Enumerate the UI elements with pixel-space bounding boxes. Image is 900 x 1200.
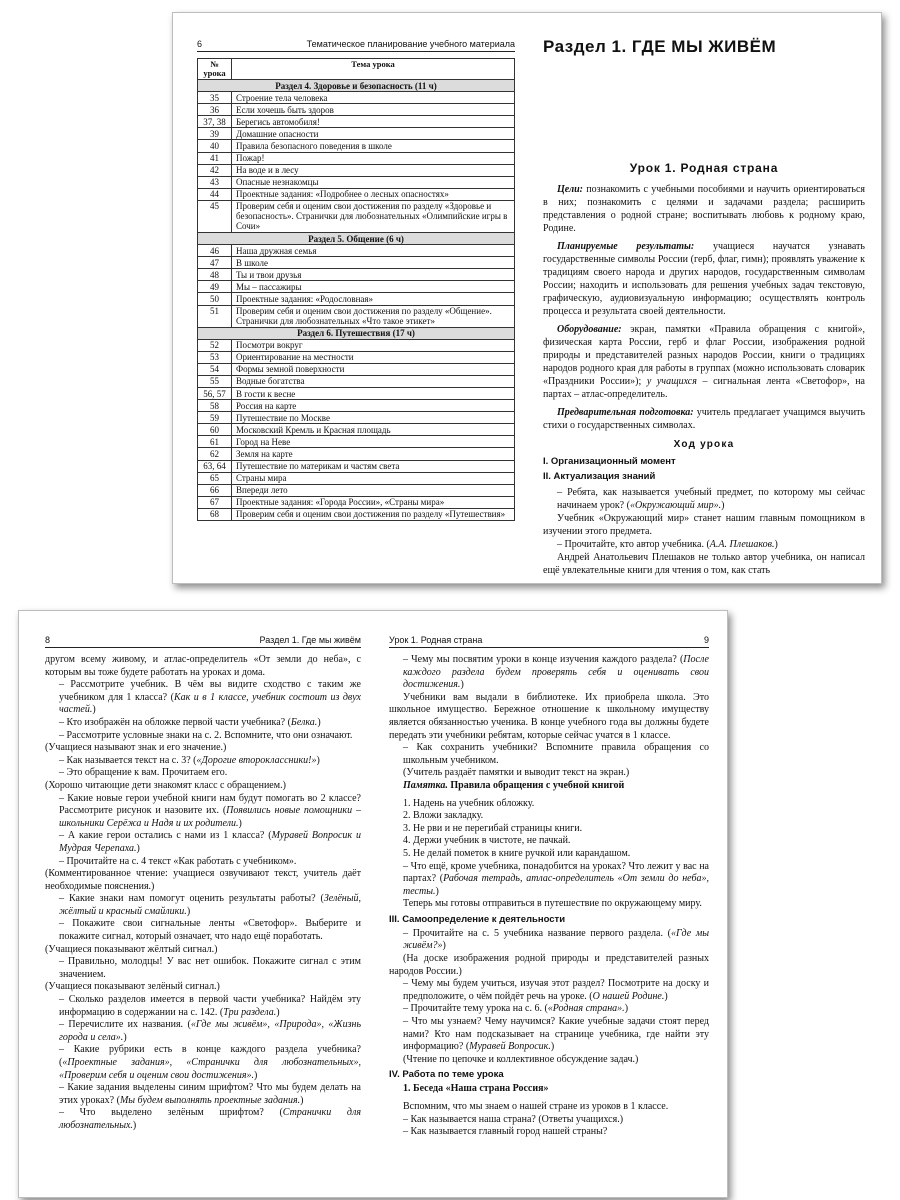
paragraph-text: ): [624, 1003, 629, 1015]
table-row: [198, 140, 515, 152]
paragraph-text: ): [435, 885, 439, 897]
paragraph-text: Учебники вам выдали в библиотеке. Их приобрела школа. Это школьное имущество. Бережное отношение к школьному имуществу является обязанностью ученика. В конце учебного года вы должны будете передать эти учебники ребятам, которые сейчас учатся в 1 классе.: [389, 691, 709, 741]
paragraph-text: другом всему живому, и атлас-определитель «От земли до неба», с которым вы тоже будете работать на уроках и дома.: [45, 654, 361, 678]
paragraph-italic: «Где мы живём?»: [403, 927, 709, 952]
lesson-topic-cell: Ты и твои друзья: [232, 269, 515, 281]
paragraph-text: ): [136, 842, 140, 854]
equipment-text: экран, памятки «Правила обращения с книгой», физическая карта России, герб и флаг России, изображения родной природы и представителей разных народов России, книги о традициях народов родного края для работы в группах (можно использовать словарик «Праздники России»);: [543, 324, 865, 387]
talk-title: 1. Беседа «Наша страна Россия»: [403, 1083, 549, 1095]
paragraph-text: – Кто изображён на обложке первой части учебника? (: [59, 716, 291, 728]
lesson-topic-cell: Ориентирование на местности: [232, 351, 515, 363]
paragraph-text: (Учитель раздаёт памятки и выводит текст на экран.): [403, 767, 630, 779]
paragraph-text: – Какие знаки нам помогут оценить результаты работы? (: [59, 893, 324, 905]
stage-heading: I. Организационный момент: [543, 456, 676, 467]
lesson-topic-cell: Домашние опасности: [232, 128, 515, 140]
paragraph-text: Вспомним, что мы знаем о нашей стране из уроков в 1 классе.: [403, 1100, 669, 1112]
lesson-number-cell: 46: [198, 245, 232, 257]
equipment-text-2: – сигнальная лента «Светофор», на партах – атлас-определитель.: [543, 376, 865, 400]
table-row: [198, 412, 515, 424]
lesson-topic-cell: Проверим себя и оценим свои достижения по разделу «Здоровье и безопасность». Странички для любознательных «Олимпийские игры в Сочи»: [232, 200, 515, 232]
paragraph-italic: Рабочая тетрадь, атлас-определитель «От земли до неба», тесты.: [403, 873, 709, 897]
running-head: [197, 39, 515, 52]
lesson-number-cell: 37, 38: [198, 116, 232, 128]
paragraph: [45, 893, 361, 918]
paragraph: [45, 654, 361, 679]
paragraph: [45, 830, 361, 855]
lesson-number-cell: 35: [198, 92, 232, 104]
lesson-topic-cell: Впереди лето: [232, 484, 515, 496]
paragraph-text: ): [316, 754, 320, 766]
lesson-topic-cell: В школе: [232, 257, 515, 269]
bottom-spread: [18, 610, 728, 1198]
paragraph-italic: Муравей Вопросик и Мудрая Черепаха.: [59, 830, 362, 854]
paragraph: [389, 692, 709, 742]
stage-heading: II. Актуализация знаний: [543, 471, 656, 483]
paragraph: [45, 742, 361, 755]
lesson-topic-cell: Формы земной поверхности: [232, 363, 515, 375]
preparation-label: Предварительная подготовка:: [557, 407, 694, 418]
section-cell: Раздел 4. Здоровье и безопасность (11 ч): [198, 80, 515, 92]
paragraph: [45, 994, 361, 1019]
lesson-number-cell: 59: [198, 412, 232, 424]
paragraph: [45, 956, 361, 981]
memo-item: 3. Не рви и не перегибай страницы книги.: [403, 822, 583, 834]
paragraph-text: ): [238, 817, 242, 829]
table-row: [198, 424, 515, 436]
memo-title: [389, 780, 709, 793]
paragraph-text: – Это обращение к вам. Прочитаем его.: [59, 767, 228, 779]
paragraph: [45, 717, 361, 730]
lesson-number-cell: 52: [198, 339, 232, 351]
paragraph-text: (Учащиеся называют знак и его значение.): [45, 742, 227, 754]
stage-heading: III. Самоопределение к деятельности: [389, 913, 566, 925]
table-row: [198, 281, 515, 293]
table-section-row: [198, 233, 515, 245]
lesson-topic-cell: Проверим себя и оценим свои достижения по разделу «Общение». Странички для любознательных «Что такое этикет»: [232, 305, 515, 327]
lesson-number-cell: 40: [198, 140, 232, 152]
paragraph: [45, 755, 361, 768]
paragraph-italic: Зелёный, жёлтый и красный смайлики.: [59, 893, 361, 917]
paragraph-text: (Учащиеся показывают зелёный сигнал.): [45, 981, 220, 993]
lesson-number-cell: 51: [198, 305, 232, 327]
lesson-topic-cell: Опасные незнакомцы: [232, 176, 515, 188]
memo-label: Памятка.: [403, 779, 448, 791]
paragraph: [389, 1016, 709, 1054]
page-number: 8: [45, 635, 51, 645]
paragraph-italic: После каждого раздела будем проверять себя и оценивать свои достижения.: [403, 654, 709, 691]
lesson-number-cell: 56, 57: [198, 388, 232, 400]
memo-title-text: Правила обращения с учебной книгой: [447, 779, 625, 791]
table-row: [198, 460, 515, 472]
lesson-number-cell: 62: [198, 448, 232, 460]
stage-heading: IV. Работа по теме урока: [389, 1069, 504, 1081]
table-row: [198, 245, 515, 257]
page-number: 9: [703, 635, 709, 645]
paragraph-text: – Какие рубрики есть в конце каждого раздела учебника? (: [59, 1044, 361, 1068]
lesson-topic-cell: Пожар!: [232, 152, 515, 164]
paragraph: [389, 654, 709, 692]
table-row: [198, 152, 515, 164]
lesson-topic-cell: Проектные задания: «Подробнее о лесных опасностях»: [232, 188, 515, 200]
paragraph-text: ): [550, 1041, 555, 1053]
preparation-paragraph: [543, 406, 865, 432]
paragraph-text: (Учащиеся показывают жёлтый сигнал.): [45, 943, 218, 955]
lesson-topic-cell: Строение тела человека: [232, 92, 515, 104]
paragraph: [389, 1114, 709, 1127]
lesson-body: [543, 183, 865, 577]
paragraph: [389, 898, 709, 911]
paragraph-text: (На доске изображения родной природы и представителей разных народов России.): [389, 953, 709, 977]
paragraph-text: Теперь мы готовы отправиться в путешествие по окружающему миру.: [403, 898, 702, 910]
paragraph-italic: «Дорогие второклассники!»: [196, 754, 317, 766]
lesson-number-cell: 48: [198, 269, 232, 281]
table-row: [198, 116, 515, 128]
table-row: [198, 436, 515, 448]
paragraph-text: – Сколько разделов имеется в первой части учебника? Найдём эту информацию в содержании на с. 142. (: [59, 994, 361, 1018]
paragraph-italic: О нашей Родине.: [592, 990, 665, 1002]
table-row: [198, 339, 515, 351]
goals-label: Цели:: [557, 184, 583, 195]
goals-paragraph: [543, 183, 865, 235]
paragraph-text: – Покажите свои сигнальные ленты «Светофор». Выберите и покажите сигнал, который означает, что надо ещё поработать.: [59, 918, 361, 943]
paragraph-text: – Правильно, молодцы! У вас нет ошибок. Покажите сигнал с этим значением.: [59, 956, 361, 980]
lesson-topic-cell: Путешествие по Москве: [232, 412, 515, 424]
text-block: [389, 654, 709, 780]
lesson-topic-cell: Проектные задания: «Города России», «Страны мира»: [232, 496, 515, 508]
lesson-topic-cell: Земля на карте: [232, 448, 515, 460]
lesson-number-cell: 61: [198, 436, 232, 448]
running-head: [389, 635, 709, 648]
equipment-paragraph: [543, 323, 865, 401]
lesson-number-cell: 47: [198, 257, 232, 269]
table-row: [198, 508, 515, 520]
results-paragraph: [543, 240, 865, 318]
text-block: [389, 928, 709, 1067]
paragraph-italic: «Где мы живём», «Природа», «Жизнь города и села».: [59, 1019, 362, 1043]
lesson-number-cell: 45: [198, 200, 232, 232]
memo-list: [389, 798, 709, 861]
paragraph-text: – Какие задания выделены синим шрифтом? Что мы будем делать на этих уроках? (: [59, 1082, 361, 1106]
paragraph-text: – Перечислите их названия. (: [59, 1019, 191, 1031]
preparation-text: учитель предлагает учащимся выучить стихи о государственных символах.: [543, 407, 865, 431]
page-7: [527, 13, 881, 583]
paragraph-text: ): [123, 1031, 127, 1043]
paragraph-text: – Что мы узнаем? Чему научимся? Какие учебные задачи стоят перед нами? Кто нам подсказывает на странице учебника, где найти эту информацию? (: [403, 1016, 709, 1053]
paragraph-text: – Какие новые герои учебной книги нам будут помогать во 2 классе? Рассмотрите рисунок и назовите их. (: [59, 792, 361, 817]
paragraph: [389, 953, 709, 978]
paragraph: [45, 1107, 361, 1132]
paragraph: [45, 730, 361, 743]
lesson-topic-cell: Берегись автомобиля!: [232, 116, 515, 128]
page-9: [373, 611, 727, 1197]
paragraph: [45, 1044, 361, 1082]
top-spread: [172, 12, 882, 584]
paragraph-text: – Чему мы посвятим уроки в конце изучения каждого раздела? (: [403, 654, 684, 665]
paragraph-text: ): [317, 716, 321, 728]
paragraph: [45, 918, 361, 943]
equipment-italic: у учащихся: [646, 376, 697, 387]
lesson-number-cell: 43: [198, 176, 232, 188]
paragraph: [45, 981, 361, 994]
paragraph-italic: Три раздела.: [223, 1006, 277, 1018]
lesson-topic-cell: Страны мира: [232, 472, 515, 484]
section-cell: Раздел 5. Общение (6 ч): [198, 233, 515, 245]
table-row: [198, 269, 515, 281]
memo-item: 2. Вложи закладку.: [403, 810, 484, 822]
table-row: [198, 164, 515, 176]
paragraph: – Прочитайте, кто автор учебника. (А.А. Плешаков.): [557, 538, 778, 550]
lesson-topic-cell: Водные богатства: [232, 375, 515, 387]
paragraph: [389, 861, 709, 899]
lesson-topic-cell: Путешествие по материкам и частям света: [232, 460, 515, 472]
paragraph-text: ): [276, 1006, 280, 1018]
lesson-topic-cell: Если хочешь быть здоров: [232, 104, 515, 116]
goals-text: познакомить с учебными пособиями и научить ориентироваться в них; познакомить с целями и задачами раздела; расширить представления о родной стране; воспитывать любовь к родному краю, Родине.: [543, 184, 865, 234]
paragraph-text: ): [460, 679, 464, 691]
table-section-row: [198, 327, 515, 339]
table-row: [198, 496, 515, 508]
paragraph-text: (Хорошо читающие дети знакомят класс с обращением.): [45, 779, 286, 791]
paragraph: [389, 928, 709, 953]
lesson-course-heading: Ход урока: [673, 439, 735, 450]
lesson-number-cell: 41: [198, 152, 232, 164]
table-body: [198, 80, 515, 521]
text-block: [389, 861, 709, 911]
lesson-title: Урок 1. Родная страна: [629, 161, 779, 175]
lesson-number-cell: 66: [198, 484, 232, 496]
paragraph: [45, 856, 361, 869]
table-row: [198, 400, 515, 412]
memo-item: 5. Не делай пометок в книге ручкой или карандашом.: [403, 847, 631, 859]
paragraph: Учебник «Окружающий мир» станет нашим главным помощником в изучении этого предмета.: [543, 512, 865, 537]
table-header-row: [198, 59, 515, 80]
paragraph-text: (Комментированное чтение: учащиеся озвучивают текст, учитель даёт необходимые пояснения.): [45, 868, 361, 892]
paragraph-italic: Белка.: [290, 716, 318, 728]
paragraph-text: ): [664, 990, 668, 1002]
column-header-number: № урока: [198, 59, 232, 80]
paragraph: [45, 1082, 361, 1107]
paragraph-italic: Появились новые помощники – школьники Серёжа и Надя и их родители.: [59, 805, 361, 829]
paragraph: [389, 742, 709, 767]
table-row: [198, 448, 515, 460]
lesson-number-cell: 39: [198, 128, 232, 140]
paragraph-text: ): [254, 1069, 258, 1081]
memo-item: 1. Надень на учебник обложку.: [403, 797, 535, 809]
table-row: [198, 484, 515, 496]
page-body: [389, 654, 709, 1139]
lesson-number-cell: 58: [198, 400, 232, 412]
page-8: [19, 611, 373, 1197]
lesson-number-cell: 63, 64: [198, 460, 232, 472]
paragraph-italic: «Родная страна».: [547, 1003, 625, 1015]
lesson-topic-cell: Московский Кремль и Красная площадь: [232, 424, 515, 436]
table-row: [198, 104, 515, 116]
table-row: [198, 363, 515, 375]
paragraph-text: – Рассмотрите учебник. В чём вы видите сходство с таким же учебником для 1 класса? (: [59, 679, 361, 703]
lesson-topic-cell: Проверим себя и оценим свои достижения по разделу «Путешествия»: [232, 508, 515, 520]
table-row: [198, 388, 515, 400]
paragraph-text: – Прочитайте на с. 4 текст «Как работать с учебником».: [59, 855, 297, 867]
paragraph: [45, 944, 361, 957]
paragraph: [389, 1126, 709, 1139]
paragraph-text: – Как называется текст на с. 3? (: [59, 754, 197, 766]
page-6: [173, 13, 527, 583]
lesson-number-cell: 68: [198, 508, 232, 520]
lesson-number-cell: 44: [198, 188, 232, 200]
lesson-topic-cell: Правила безопасного поведения в школе: [232, 140, 515, 152]
lesson-topic-cell: На воде и в лесу: [232, 164, 515, 176]
paragraph: [45, 780, 361, 793]
results-label: Планируемые результаты:: [557, 241, 695, 252]
paragraph: [45, 793, 361, 831]
lesson-number-cell: 49: [198, 281, 232, 293]
paragraph-text: ): [186, 905, 191, 917]
paragraph-text: – Прочитайте тему урока на с. 6. (: [403, 1003, 548, 1015]
running-head-title: Урок 1. Родная страна: [389, 635, 483, 645]
paragraph-text: – Что выделено зелёным шрифтом? (: [59, 1107, 283, 1119]
lesson-number-cell: 54: [198, 363, 232, 375]
table-row: [198, 188, 515, 200]
table-section-row: [198, 80, 515, 92]
table-row: [198, 92, 515, 104]
table-row: [198, 257, 515, 269]
table-row: [198, 200, 515, 232]
paragraph-text: – А какие герои остались с нами из 1 класса? (: [59, 830, 272, 842]
lesson-plan-table: [197, 58, 515, 521]
table-row: [198, 128, 515, 140]
paragraph-text: – Как сохранить учебники? Вспомните правила обращения со школьным учебником.: [403, 742, 709, 766]
paragraph-text: – Прочитайте на с. 5 учебника название первого раздела. (: [403, 927, 672, 939]
lesson-topic-cell: Город на Неве: [232, 436, 515, 448]
lesson-topic-cell: Наша дружная семья: [232, 245, 515, 257]
paragraph-text: ): [92, 704, 96, 716]
lesson-number-cell: 53: [198, 351, 232, 363]
equipment-label: Оборудование:: [557, 324, 622, 335]
paragraph-text: – Как называется наша страна? (Ответы учащихся.): [403, 1113, 624, 1125]
table-row: [198, 375, 515, 387]
lesson-number-cell: 36: [198, 104, 232, 116]
paragraph-text: – Как называется главный город нашей страны?: [403, 1126, 608, 1138]
paragraph: [45, 1019, 361, 1044]
page-body: [45, 654, 361, 1133]
paragraph-text: – Что ещё, кроме учебника, понадобится на уроках? Что лежит у вас на партах? (: [403, 860, 709, 885]
running-head: [45, 635, 361, 648]
table-row: [198, 351, 515, 363]
paragraph: Андрей Анатольевич Плешаков не только автор учебника, он написал ещё увлекательные книги для чтения о том, как стать: [543, 551, 865, 576]
paragraph-italic: Мы будем выполнять проектные задания.: [119, 1094, 301, 1106]
text-block: [389, 1101, 709, 1139]
paragraph: – Ребята, как называется учебный предмет, по которому мы сейчас начинаем урок? («Окружающий мир».): [557, 486, 865, 511]
lesson-number-cell: 50: [198, 293, 232, 305]
paragraph: [45, 767, 361, 780]
running-head-title: Раздел 1. Где мы живём: [259, 635, 361, 645]
results-text: учащиеся научатся узнавать государственные символы России (герб, флаг, гимн); проявлять уважение к традициям своего народа и других народов, государственным символам России; находить и использовать для решения учебных задач текстовую, графическую, аудиовизуальную информацию; осуществлять контроль процесса и результата своей деятельности.: [543, 241, 865, 317]
paragraph: [389, 978, 709, 1003]
lesson-number-cell: 55: [198, 375, 232, 387]
lesson-number-cell: 60: [198, 424, 232, 436]
paragraph-text: ): [300, 1094, 304, 1106]
lesson-topic-cell: Проектные задания: «Родословная»: [232, 293, 515, 305]
paragraph-italic: «Проектные задания», «Странички для любознательных», «Проверим себя и оценим свои достижения».: [59, 1057, 361, 1081]
page-number: 6: [197, 39, 203, 49]
table-row: [198, 305, 515, 327]
column-header-topic: Тема урока: [232, 59, 515, 80]
section-title: Раздел 1. ГДЕ МЫ ЖИВЁМ: [543, 37, 777, 56]
paragraph-italic: Как и в 1 классе, учебник состоит из двух частей.: [59, 691, 361, 716]
table-row: [198, 472, 515, 484]
paragraph-italic: Странички для любознательных.: [59, 1107, 361, 1131]
lesson-topic-cell: Россия на карте: [232, 400, 515, 412]
paragraph: [389, 1003, 709, 1016]
paragraph: [389, 767, 709, 780]
paragraph: [45, 679, 361, 717]
table-row: [198, 293, 515, 305]
paragraph-text: – Чему мы будем учиться, изучая этот раздел? Посмотрите на доску и предположите, о чём пойдёт речь на уроке. (: [403, 978, 709, 1002]
paragraph: [389, 1101, 709, 1114]
section-cell: Раздел 6. Путешествия (17 ч): [198, 327, 515, 339]
paragraph: [389, 1054, 709, 1067]
lesson-number-cell: 65: [198, 472, 232, 484]
lesson-number-cell: 67: [198, 496, 232, 508]
paragraph-text: – Рассмотрите условные знаки на с. 2. Вспомните, что они означают.: [59, 729, 353, 741]
table-row: [198, 176, 515, 188]
lesson-number-cell: 42: [198, 164, 232, 176]
memo-item: 4. Держи учебник в чистоте, не пачкай.: [403, 835, 571, 847]
paragraph-text: ): [442, 940, 446, 952]
running-head-title: Тематическое планирование учебного материала: [306, 39, 515, 49]
paragraph: [45, 868, 361, 893]
lesson-topic-cell: Мы – пассажиры: [232, 281, 515, 293]
paragraph-text: (Чтение по цепочке и коллективное обсуждение задач.): [403, 1053, 639, 1065]
paragraph-text: ): [132, 1119, 137, 1131]
paragraph-italic: Муравей Вопросик.: [469, 1041, 551, 1053]
lesson-topic-cell: В гости к весне: [232, 388, 515, 400]
lesson-topic-cell: Посмотри вокруг: [232, 339, 515, 351]
